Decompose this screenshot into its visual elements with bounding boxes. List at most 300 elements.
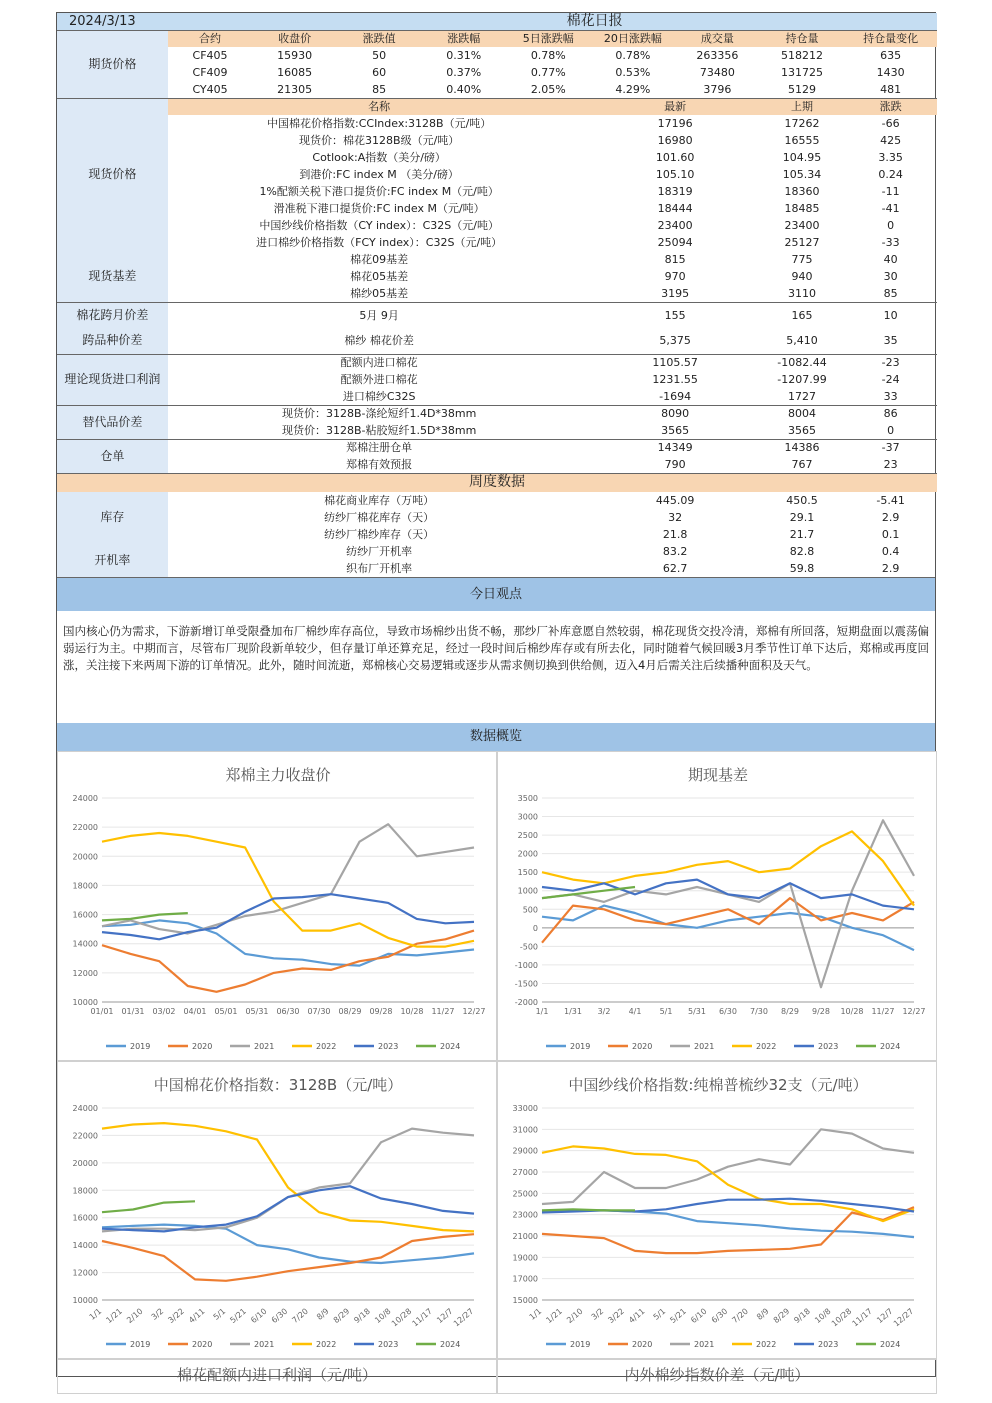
x-tick-label: 08/29 [338,1007,362,1016]
import_profit-latest: -1694 [659,389,692,403]
series-line-2024 [542,1209,635,1210]
spot-change: -11 [881,185,900,198]
spot-change: 40 [883,253,898,266]
weekly-name: 纺纱厂开机率 [346,545,413,558]
spot-change: 0 [887,219,895,232]
legend-label: 2021 [254,1042,275,1051]
y-tick-label: 0 [532,923,538,933]
substitute-latest: 8090 [591,405,760,422]
warehouse-label: 仓单 [57,439,168,473]
import_profit-prev: -1082.44 [760,354,845,371]
legend-label: 2020 [192,1042,213,1051]
futures-cell: CF409 [192,66,228,79]
spot-name: 1%配额关税下港口提货价:FC index M（元/吨） [259,185,499,198]
warehouse-row [57,456,937,473]
legend-label: 2020 [632,1340,653,1349]
spot-row [57,149,937,166]
cross-spread-name: 棉纱 棉花价差 [344,334,414,348]
spot-name: 中国纱线价格指数（CY index）：C32S（元/吨） [259,219,499,232]
x-tick-label: 2/10 [125,1306,145,1326]
x-tick-label: 4/11 [627,1306,647,1326]
x-tick-label: 8/29 [781,1007,799,1016]
spot-row [57,183,937,200]
x-tick-label: 03/02 [152,1007,176,1016]
y-tick-label: 500 [522,905,538,915]
spot-name: Cotlook:A指数（美分/磅） [312,151,446,164]
substitute-change: 0 [887,423,895,437]
futures-header: 涨跌幅 [421,30,506,47]
chart-4 [497,1061,937,1359]
month-spread-prev: 165 [760,302,845,328]
futures-cell: 5129 [787,82,816,96]
chart-svg [58,1062,498,1360]
month-spread-label: 棉花跨月价差 [57,302,168,328]
x-tick-label: 12/27 [462,1007,486,1016]
series-line-2020 [542,1207,914,1253]
spot-row [57,234,937,251]
y-tick-label: 19000 [512,1253,538,1263]
y-tick-label: 17000 [512,1274,538,1284]
warehouse-change: -37 [844,439,937,456]
futures-cell: 4.29% [615,82,651,96]
futures-header: 成交量 [675,30,760,47]
x-tick-label: 01/01 [90,1007,114,1016]
legend-label: 2021 [694,1340,715,1349]
y-tick-label: 2000 [517,849,538,859]
chart-svg [498,752,938,1062]
legend-label: 2023 [818,1042,839,1051]
spot-row [57,251,937,268]
weekly-prev: 21.7 [789,528,815,541]
series-line-2022 [102,1123,474,1231]
x-tick-label: 04/01 [183,1007,207,1016]
futures-cell: 0.77% [530,66,566,79]
futures-cell: 1430 [876,66,905,79]
report-table [57,13,937,577]
spot-row [57,132,937,149]
spot-prev: 25127 [784,236,820,249]
overview-title: 数据概览 [57,723,935,751]
y-tick-label: 1500 [517,868,538,878]
weekly-change: -5.41 [876,494,905,507]
x-tick-label: 12/27 [891,1306,916,1329]
x-tick-label: 10/28 [400,1007,424,1016]
legend-label: 2024 [880,1340,901,1349]
substitute-row [57,422,937,439]
x-tick-label: 1/21 [544,1306,564,1326]
x-tick-label: 1/1 [535,1007,549,1016]
weekly-name: 棉花商业库存（万吨） [324,494,435,507]
report-date: 2024/3/13 [57,13,252,30]
weekly-latest: 62.7 [662,562,688,575]
futures-header: 合约 [168,30,253,47]
weekly-banner: 周度数据 [57,473,937,492]
x-tick-label: 5/1 [651,1306,668,1322]
futures-row [57,81,937,98]
futures-row [57,47,937,64]
x-tick-label: 12/7 [435,1306,455,1326]
legend-label: 2022 [316,1340,337,1349]
legend-label: 2024 [880,1042,901,1051]
import_profit-latest: 1231.55 [652,373,698,386]
spot-prev: 23400 [784,219,820,232]
legend-label: 2023 [818,1340,839,1349]
import_profit-prev: 1727 [787,389,816,403]
spot-change: -41 [881,202,900,215]
import_profit-change: -23 [844,354,937,371]
x-tick-label: 7/20 [290,1306,310,1326]
import-profit-label: 理论现货进口利润 [57,354,168,405]
x-tick-label: 8/29 [771,1306,792,1326]
chart-svg [58,752,498,1062]
futures-cell: 0.78% [530,49,566,62]
x-tick-label: 11/17 [850,1306,874,1329]
y-tick-label: 16000 [72,1213,98,1223]
chart-title: 中国棉花价格指数：3128B（元/吨） [153,1076,403,1094]
x-tick-label: 5/21 [228,1306,248,1326]
weekly-prev: 29.1 [789,511,815,524]
futures-header: 收盘价 [252,30,337,47]
futures-cell: 263356 [696,49,739,62]
futures-cell: 0.37% [446,66,482,79]
weekly-row [57,526,937,543]
y-tick-label: 21000 [512,1232,538,1241]
import_profit-name: 配额外进口棉花 [340,373,418,386]
weekly-row [57,492,937,509]
cross-spread-change: 35 [883,334,898,348]
weekly-name: 织布厂开机率 [346,562,413,575]
futures-cell: CY405 [192,82,228,96]
spot-row [57,166,937,183]
futures-row [57,64,937,81]
x-tick-label: 3/2 [597,1007,611,1016]
series-line-2021 [542,1129,914,1204]
x-tick-label: 6/30 [709,1306,730,1326]
futures-header: 持仓量 [760,30,845,47]
weekly-latest: 32 [668,511,683,524]
futures-cell: 131725 [780,66,823,79]
chart-stub-title: 棉花配额内进口利润（元/吨） [57,1359,497,1394]
chart-3 [57,1061,497,1359]
x-tick-label: 01/31 [121,1007,145,1016]
y-tick-label: 24000 [72,794,98,803]
import_profit-latest: 1105.57 [591,354,760,371]
basis-label: 现货基差 [57,251,168,302]
series-line-2021 [542,820,914,987]
spot-change: 0.24 [878,168,903,181]
y-tick-label: 31000 [512,1125,538,1135]
futures-cell: 16085 [277,66,313,79]
y-tick-label: 20000 [72,1158,98,1168]
chart-title: 期现基差 [687,766,749,784]
futures-header: 涨跌值 [337,30,422,47]
futures-cell: CF405 [192,49,228,62]
substitute-prev: 8004 [760,405,845,422]
weekly-change: 2.9 [881,511,900,524]
spot-latest: 970 [664,270,686,283]
y-tick-label: 20000 [72,852,98,862]
weekly-banner-row [57,473,937,492]
weekly-row [57,560,937,577]
spot-latest: 101.60 [655,151,695,164]
import_profit-name: 配额内进口棉花 [168,354,591,371]
spot-prev: 17262 [784,117,820,130]
import_profit-change: 33 [883,389,898,403]
weekly-latest: 83.2 [662,545,688,558]
x-tick-label: 1/31 [564,1007,582,1016]
x-tick-label: 4/1 [628,1007,642,1016]
substitute-prev: 3565 [787,423,816,437]
legend-label: 2022 [756,1042,777,1051]
y-tick-label: 15000 [512,1296,538,1305]
chart-title: 中国纱线价格指数:纯棉普梳纱32支（元/吨） [568,1076,868,1094]
x-tick-label: 10/28 [389,1306,414,1329]
y-tick-label: 29000 [512,1146,538,1156]
warehouse-prev: 767 [791,457,813,471]
y-tick-label: 22000 [72,823,98,833]
legend-label: 2021 [254,1340,275,1349]
spot-latest: 16980 [657,134,693,147]
y-tick-label: 14000 [72,1241,98,1251]
futures-cell: 0.31% [446,49,482,62]
spot-header: 最新 [591,98,760,115]
spot-change: -33 [881,236,900,249]
y-tick-label: 18000 [72,881,98,891]
weekly-change: 2.9 [881,562,900,575]
y-tick-label: 23000 [512,1210,538,1220]
legend-label: 2019 [130,1340,151,1349]
x-tick-label: 07/30 [307,1007,331,1016]
spot-header: 涨跌 [844,98,937,115]
spot-prev: 16555 [784,134,820,147]
weekly-row [57,543,937,560]
x-tick-label: 2/10 [565,1306,585,1326]
weekly-latest: 21.8 [662,528,688,541]
legend-label: 2019 [570,1340,591,1349]
import_profit-row [57,371,937,388]
spot-change: 30 [883,270,898,283]
spot-name: 棉纱05基差 [350,286,409,300]
viewpoint-text: 国内核心仍为需求，下游新增订单受限叠加布厂棉纱库存高位，导致市场棉纱出货不畅，那纱厂补库意愿自然较弱，棉花现货交投冷清，郑棉有所回落，短期盘面以震荡偏弱运行为主。中期而言，尽管布厂现阶段新单较少，但存量订单还算充足，经过一段时间后棉纱库存或有所去化，同时随着气候回暖3月季节性订单下达后，郑棉或再度回涨，关注接下来两周下游的订单情况。此外，随时间流逝，郑棉核心交易逻辑或逐步从需求侧切换到供给侧，迈入4月后需关注后续播种面积及天气。 [63,624,929,672]
x-tick-label: 8/9 [314,1306,331,1322]
weekly-row [57,509,937,526]
futures-cell: 15930 [277,49,313,62]
x-tick-label: 1/1 [87,1306,104,1322]
spot-prev: 775 [791,253,813,266]
futures-cell: 85 [372,82,387,96]
spot-row [57,200,937,217]
spot-row [57,285,937,302]
futures-header: 持仓量变化 [844,30,937,47]
x-tick-label: 7/20 [730,1306,750,1326]
x-tick-label: 3/22 [606,1306,626,1326]
warehouse-prev: 14386 [760,439,845,456]
futures-cell: 60 [372,66,387,79]
rate-label: 开机率 [57,543,168,577]
x-tick-label: 05/31 [245,1007,269,1016]
futures-cell: 50 [372,49,387,62]
y-tick-label: 12000 [72,1268,98,1278]
spot-latest: 18319 [657,185,693,198]
futures-cell: 518212 [780,49,823,62]
chart-2 [497,751,937,1061]
y-tick-label: -1000 [514,960,538,970]
x-tick-label: 9/18 [352,1306,372,1326]
x-tick-label: 06/30 [276,1007,300,1016]
viewpoint-title: 今日观点 [57,577,935,611]
month-spread-row [57,302,937,328]
weekly-change: 0.1 [881,528,900,541]
spot-latest: 23400 [657,219,693,232]
futures-cell: 73480 [699,66,735,79]
y-tick-label: 33000 [512,1104,538,1113]
month-spread-change: 10 [844,302,937,328]
spot-change: 85 [883,286,898,300]
weekly-latest: 445.09 [655,494,695,507]
x-tick-label: 3/2 [589,1306,606,1322]
spot-name: 进口棉纱价格指数（FCY index）：C32S（元/吨） [256,236,503,249]
spot-name: 到港价:FC index M （美分/磅） [299,168,459,181]
spot-latest: 17196 [657,117,693,130]
legend-label: 2023 [378,1042,399,1051]
x-tick-label: 11/17 [410,1306,434,1329]
series-line-2020 [102,1234,474,1281]
substitute-name: 现货价：3128B-粘胶短纤1.5D*38mm [281,423,477,437]
spot-latest: 105.10 [655,168,695,181]
y-tick-label: 3000 [517,812,538,822]
import_profit-change: -24 [881,373,900,386]
futures-cell: 2.05% [530,82,566,96]
month-spread-latest: 155 [591,302,760,328]
spot-prev: 104.95 [782,151,822,164]
spot-change: 3.35 [878,151,903,164]
substitute-name: 现货价：3128B-涤纶短纤1.4D*38mm [168,405,591,422]
weekly-name: 纺纱厂棉纱库存（天） [324,528,435,541]
x-tick-label: 11/27 [871,1007,895,1016]
x-tick-label: 5/1 [211,1306,228,1322]
x-tick-label: 12/27 [902,1007,926,1016]
spot-change: -66 [881,117,900,130]
cross-spread-latest: 5,375 [659,334,691,348]
y-tick-label: 2500 [517,831,538,841]
x-tick-label: 6/30 [719,1007,737,1016]
chart-svg [498,1062,938,1360]
spot-header: 上期 [760,98,845,115]
y-tick-label: 3500 [517,794,538,803]
weekly-name: 纺纱厂棉花库存（天） [324,511,435,524]
futures-cell: 0.78% [615,49,651,62]
substitute-label: 替代品价差 [57,405,168,439]
spot-label: 现货价格 [57,98,168,251]
spot-name: 滑准税下港口提货价:FC index M（元/吨） [273,202,485,215]
y-tick-label: 27000 [512,1168,538,1177]
futures-header: 20日涨跌幅 [591,30,676,47]
legend-label: 2019 [570,1042,591,1051]
x-tick-label: 6/10 [249,1306,269,1326]
y-tick-label: 10000 [72,998,98,1007]
series-line-2023 [542,880,914,910]
futures-header-row [57,30,937,47]
spot-header: 名称 [168,98,591,115]
spot-prev: 940 [791,270,813,283]
series-line-2024 [102,1201,195,1212]
cross-spread-label: 跨品种价差 [57,328,168,354]
futures-cell: 635 [880,49,902,62]
y-tick-label: 25000 [512,1189,538,1199]
spot-name: 棉花05基差 [350,270,409,283]
chart-title: 郑棉主力收盘价 [225,766,331,784]
spot-latest: 815 [664,253,686,266]
weekly-prev: 59.8 [789,562,815,575]
y-tick-label: 10000 [72,1296,98,1305]
substitute-latest: 3565 [661,423,690,437]
y-tick-label: 22000 [72,1131,98,1141]
futures-header: 5日涨跌幅 [506,30,591,47]
substitute-change: 86 [844,405,937,422]
x-tick-label: 3/2 [149,1306,166,1322]
x-tick-label: 5/21 [668,1306,688,1326]
spot-header-row [57,98,937,115]
charts-area [57,751,935,1384]
spot-prev: 3110 [787,286,816,300]
x-tick-label: 8/9 [754,1306,771,1322]
x-tick-label: 5/31 [688,1007,706,1016]
warehouse-latest: 14349 [591,439,760,456]
futures-cell: 0.53% [615,66,651,79]
spot-change: 425 [880,134,902,147]
x-tick-label: 1/1 [527,1306,544,1322]
x-tick-label: 10/28 [829,1306,854,1329]
x-tick-label: 6/10 [689,1306,709,1326]
import_profit-prev: -1207.99 [777,373,827,386]
futures-label: 期货价格 [57,30,168,98]
spot-latest: 25094 [657,236,693,249]
month-spread-name: 5月 9月 [168,302,591,328]
spot-row [57,217,937,234]
y-tick-label: -1500 [514,979,538,989]
x-tick-label: 09/28 [369,1007,393,1016]
legend-label: 2020 [632,1042,653,1051]
x-tick-label: 10/8 [813,1306,833,1326]
x-tick-label: 10/28 [840,1007,864,1016]
futures-cell: 3796 [703,82,732,96]
chart-stub-title: 内外棉纱指数价差（元/吨） [497,1359,937,1394]
y-tick-label: -2000 [514,998,538,1007]
weekly-change: 0.4 [881,545,900,558]
cross-spread-row [57,328,937,354]
spot-name: 棉花09基差 [350,253,409,266]
spot-prev: 105.34 [782,168,822,181]
y-tick-label: 16000 [72,910,98,920]
spot-latest: 3195 [661,286,690,300]
x-tick-label: 3/22 [166,1306,186,1326]
x-tick-label: 8/29 [331,1306,352,1326]
spot-name: 现货价：棉花3128B级（元/吨） [299,134,460,147]
spot-name: 中国棉花价格指数:CCIndex:3128B（元/吨） [267,117,492,130]
warehouse-name: 郑棉有效预报 [346,457,413,471]
legend-label: 2024 [440,1340,461,1349]
cross-spread-prev: 5,410 [786,334,818,348]
legend-label: 2022 [316,1042,337,1051]
x-tick-label: 10/8 [373,1306,393,1326]
spot-row [57,268,937,285]
x-tick-label: 05/01 [214,1007,238,1016]
x-tick-label: 1/21 [104,1306,124,1326]
warehouse-name: 郑棉注册仓单 [168,439,591,456]
import_profit-name: 进口棉纱C32S [342,389,416,403]
series-line-2021 [102,1129,474,1232]
futures-cell: 0.40% [446,82,482,96]
